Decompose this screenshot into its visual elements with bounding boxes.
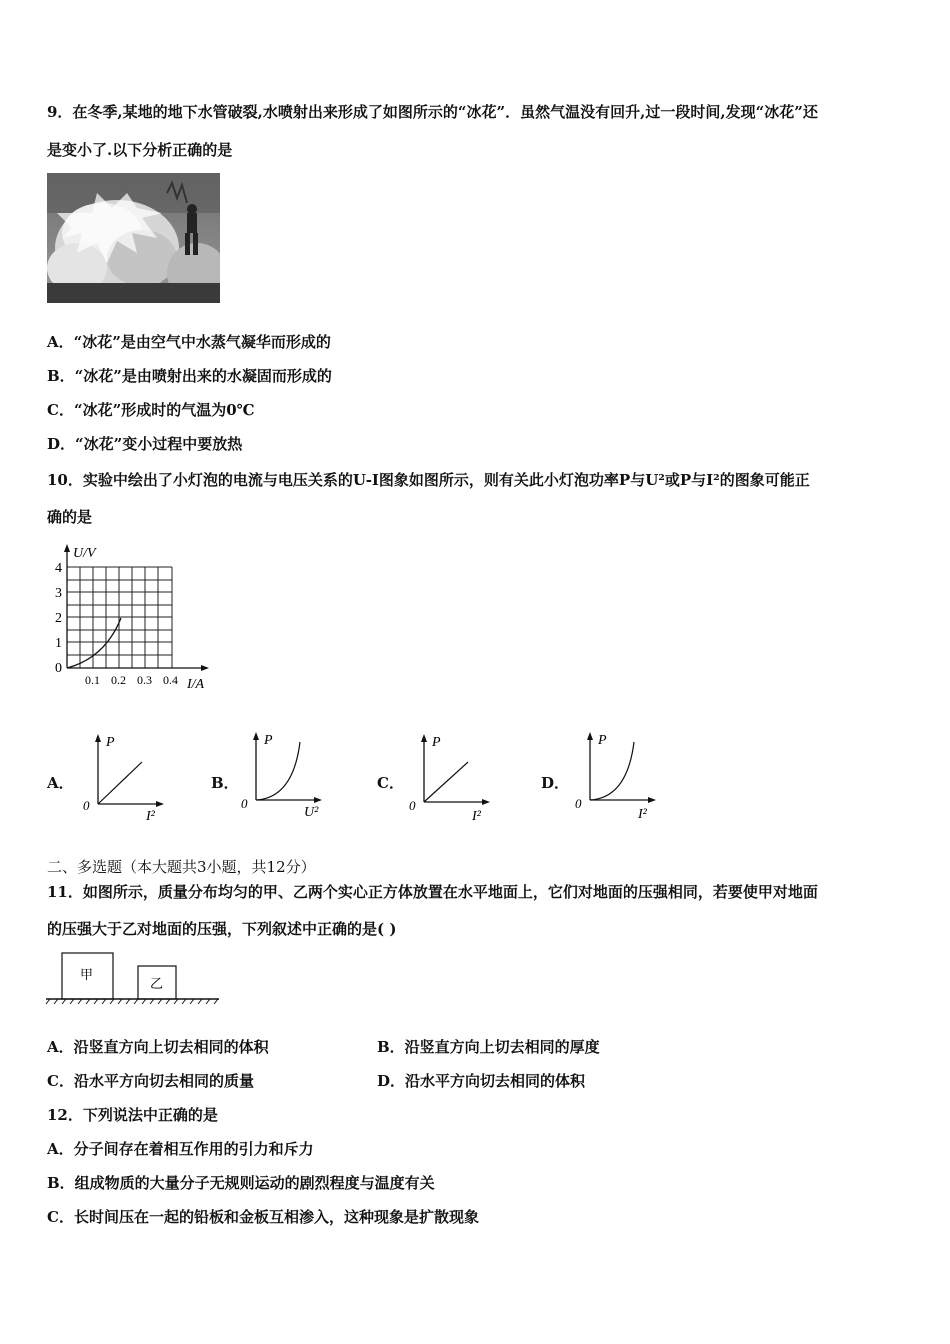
q11-option-c[interactable]: C．沿水平方向切去相同的质量 — [47, 1072, 254, 1090]
q10-option-c[interactable]: C． — [377, 774, 404, 792]
ui-graph-grid — [67, 567, 172, 668]
q10-option-a-graph[interactable] — [80, 730, 170, 822]
linear-line — [424, 762, 468, 802]
svg-text:P: P — [264, 733, 273, 748]
svg-text:I²: I² — [638, 807, 647, 820]
q12-option-b[interactable]: B．组成物质的大量分子无规则运动的剧烈程度与温度有关 — [47, 1174, 435, 1192]
svg-text:U²: U² — [304, 805, 319, 820]
q11-option-a[interactable]: A．沿竖直方向上切去相同的体积 — [47, 1038, 269, 1056]
svg-text:P: P — [106, 735, 115, 750]
q9-option-a[interactable]: A．“冰花”是由空气中水蒸气凝华而形成的 — [47, 333, 331, 351]
ui-curve — [67, 618, 121, 668]
ui-y-tick: 0 — [55, 661, 62, 676]
ui-y-tick: 3 — [55, 586, 62, 601]
svg-text:P: P — [432, 735, 441, 750]
ui-x-tick: 0.1 — [85, 673, 100, 687]
q12-stem: 12．下列说法中正确的是 — [47, 1106, 218, 1124]
ui-y-tick: 2 — [55, 611, 62, 626]
ui-graph-y-label: U/V — [73, 546, 96, 561]
ui-graph — [45, 540, 225, 690]
q10-stem-line2: 确的是 — [47, 508, 93, 526]
svg-text:0: 0 — [241, 796, 248, 811]
q11-option-b[interactable]: B．沿竖直方向上切去相同的厚度 — [377, 1038, 600, 1056]
svg-text:I²: I² — [146, 809, 155, 822]
q12-option-c[interactable]: C．长时间压在一起的铅板和金板互相渗入，这种现象是扩散现象 — [47, 1208, 479, 1226]
q9-stem-line1: 9．在冬季,某地的地下水管破裂,水喷射出来形成了如图所示的“冰花”．虽然气温没有回升,过一段时间,发现“冰花”还 — [47, 103, 818, 121]
q12-option-a[interactable]: A．分子间存在着相互作用的引力和斥力 — [47, 1140, 314, 1158]
svg-text:I²: I² — [472, 809, 481, 822]
q11-stem-line1: 11．如图所示，质量分布均匀的甲、乙两个实心正方体放置在水平地面上，它们对地面的压强相同，若要使甲对地面 — [47, 883, 818, 901]
svg-text:0: 0 — [575, 796, 582, 811]
ground-hatching — [46, 999, 218, 1004]
q10-option-c-graph[interactable] — [406, 730, 496, 822]
ui-graph-x-arrow — [201, 665, 209, 671]
q10-option-a[interactable]: A． — [47, 774, 74, 792]
q11-stem-line2: 的压强大于乙对地面的压强，下列叙述中正确的是( ) — [47, 920, 397, 938]
ui-x-tick: 0.2 — [111, 673, 126, 687]
cubes-figure — [44, 950, 224, 1010]
ice-flower-photo — [47, 173, 220, 303]
q10-option-b-graph[interactable] — [238, 728, 328, 820]
curve-line — [590, 742, 634, 800]
section-heading: 二、多选题（本大题共3小题，共12分） — [47, 858, 316, 876]
q9-option-c[interactable]: C．“冰花”形成时的气温为0℃ — [47, 401, 255, 419]
ui-y-tick: 4 — [55, 561, 62, 576]
q10-option-d[interactable]: D． — [541, 774, 570, 792]
q9-option-b[interactable]: B．“冰花”是由喷射出来的水凝固而形成的 — [47, 367, 332, 385]
block-yi-label: 乙 — [150, 976, 164, 991]
q11-option-d[interactable]: D．沿水平方向切去相同的体积 — [377, 1072, 586, 1090]
q10-option-d-graph[interactable] — [572, 728, 662, 820]
ui-x-tick: 0.3 — [137, 673, 152, 687]
svg-text:0: 0 — [83, 798, 90, 813]
svg-text:P: P — [598, 733, 607, 748]
q10-option-b[interactable]: B． — [211, 774, 239, 792]
linear-line — [98, 762, 142, 804]
block-jia-label: 甲 — [80, 967, 94, 982]
ui-x-tick: 0.4 — [163, 673, 178, 687]
ui-graph-x-label: I/A — [187, 677, 205, 690]
q9-stem-line2: 是变小了.以下分析正确的是 — [47, 141, 233, 159]
svg-text:0: 0 — [409, 798, 416, 813]
ui-y-tick: 1 — [55, 636, 62, 651]
q9-option-d[interactable]: D．“冰花”变小过程中要放热 — [47, 435, 243, 453]
ui-graph-y-arrow — [64, 544, 70, 552]
curve-line — [256, 742, 300, 800]
q10-stem-line1: 10．实验中绘出了小灯泡的电流与电压关系的U-I图象如图所示，则有关此小灯泡功率P与U²或P与I²的图象可能正 — [47, 471, 810, 489]
